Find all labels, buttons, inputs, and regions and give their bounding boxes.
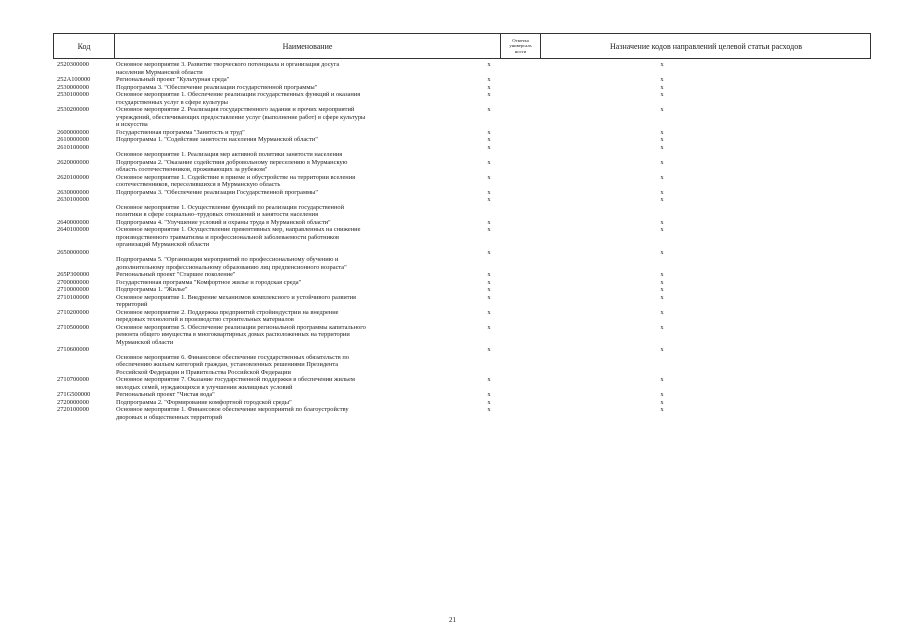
row-purpose-mark: x	[660, 286, 664, 293]
row-name: Региональный проект "Старшее поколение"	[116, 271, 236, 278]
row-code: 2610000000	[57, 136, 89, 143]
row-code: 265P300000	[57, 271, 90, 278]
row-name: Основное мероприятие 1. Финансовое обеспечение мероприятий по благоустройству дворовых и общественных территорий	[116, 406, 349, 421]
row-purpose-mark: x	[660, 308, 664, 316]
row-code	[53, 204, 116, 219]
row-purpose-mark: x	[660, 346, 664, 353]
row-relevance-mark: x	[487, 91, 491, 98]
row-name: Региональный проект "Чистая вода"	[116, 391, 215, 398]
row-relevance-mark: x	[487, 376, 491, 383]
table-row	[53, 391, 871, 399]
row-relevance-mark: x	[487, 218, 491, 226]
table-row	[53, 91, 871, 106]
table-row	[53, 151, 871, 159]
row-purpose-mark: x	[660, 136, 664, 143]
row-name: Основное мероприятие 2. Реализация государственного задания и прочих мероприятий учреждений, обеспечивающих предоставление услуг (выполнение работ) в сфере культуры и искусства	[116, 106, 366, 128]
table-row	[53, 144, 871, 152]
table-row	[53, 76, 871, 84]
table-row	[53, 61, 871, 76]
row-relevance-mark: x	[487, 61, 491, 68]
row-purpose-mark: x	[660, 76, 664, 83]
row-name: Основное мероприятие 1. Осуществление превентивных мер, направленных на снижение производственного травматизма и профессиональной заболеваемости работников организаций Мурманской области	[116, 226, 361, 248]
row-code: 2720100000	[57, 406, 89, 413]
row-name: Основное мероприятие 1. Реализация мер активной политики занятости населения	[116, 151, 343, 158]
column-header-relevance: Отметка универсаль ности	[509, 38, 532, 54]
table-row	[53, 271, 871, 279]
row-purpose-mark: x	[660, 398, 664, 406]
row-purpose-mark: x	[660, 376, 664, 383]
row-purpose-mark: x	[660, 83, 664, 91]
row-purpose-mark: x	[660, 391, 664, 398]
table-row	[53, 204, 871, 219]
row-code: 2530200000	[57, 106, 89, 113]
row-code: 2640000000	[57, 218, 89, 226]
row-purpose-mark: x	[660, 173, 664, 181]
row-code: 2640100000	[57, 226, 89, 233]
row-code: 2720000000	[57, 398, 89, 406]
row-code: 2530000000	[57, 83, 89, 91]
row-name: Подпрограмма 5. "Организация мероприятий по профессиональному обучению и дополнительному профессиональному образованию лиц предпенсионного возраста"	[116, 256, 347, 271]
row-code: 2600000000	[57, 128, 89, 136]
row-name: Региональный проект "Культурная среда"	[116, 76, 230, 83]
table-row	[53, 346, 871, 354]
row-code: 2630100000	[57, 196, 89, 203]
row-name: Основное мероприятие 3. Развитие творческого потенциала и организация досуга населения Мурманской области	[116, 61, 340, 76]
row-relevance-mark: x	[487, 196, 491, 203]
row-relevance-mark: x	[487, 158, 491, 166]
row-name: Основное мероприятие 5. Обеспечение реализации региональной программы капитального ремонта общего имущества в многоквартирных домах расположенных на территории Мурманской области	[116, 323, 366, 346]
row-relevance-mark: x	[487, 346, 491, 353]
row-code: 2710200000	[57, 308, 89, 316]
row-relevance-mark: x	[487, 83, 491, 91]
row-purpose-mark	[530, 354, 794, 377]
table-row	[53, 159, 871, 174]
row-relevance-mark: x	[487, 271, 491, 278]
row-code: 2650000000	[57, 248, 89, 256]
table-row	[53, 406, 871, 421]
row-code: 2620100000	[57, 173, 89, 181]
column-header-code: Код	[77, 41, 91, 51]
row-name	[116, 196, 448, 204]
row-relevance-mark: x	[487, 76, 491, 83]
row-name: Основное мероприятие 1. Содействие в приеме и обустройстве на территории вселения соотечественников, переселившихся в Мурманскую область	[116, 173, 356, 188]
row-purpose-mark: x	[660, 271, 664, 278]
row-code: 271G500000	[57, 391, 91, 398]
row-relevance-mark	[448, 204, 530, 219]
table-row	[53, 174, 871, 189]
row-relevance-mark: x	[487, 248, 491, 256]
row-name: Основное мероприятие 7. Оказание государственной поддержки в обеспечении жильем молодых семей, нуждающихся в улучшении жилищных условий	[116, 376, 355, 391]
row-name	[116, 346, 448, 354]
table-row	[53, 294, 871, 309]
row-name: Основное мероприятие 6. Финансовое обеспечение государственных обязательств по обеспечению жильем категорий граждан, установленных решениями Президента Российской Федерации и Правительства Российской Федерации	[116, 353, 350, 376]
row-name: Подпрограмма 2. "Формирование комфортной городской среды"	[116, 398, 292, 406]
row-purpose-mark: x	[660, 106, 664, 113]
row-name: Основное мероприятие 1. Осуществление функций по реализации государственной политики в сфере социально–трудовых отношений и занятости населения	[116, 203, 344, 218]
row-relevance-mark: x	[487, 106, 491, 113]
row-purpose-mark: x	[660, 188, 664, 196]
table-row	[53, 219, 871, 227]
row-name: Подпрограмма 1. "Жилье"	[116, 286, 188, 293]
row-purpose-mark: x	[660, 406, 664, 413]
row-relevance-mark	[448, 256, 530, 271]
row-purpose-mark: x	[660, 226, 664, 233]
row-purpose-mark: x	[660, 91, 664, 98]
row-name: Основное мероприятие 1. Внедрение механизмов комплексного и устойчивого развития территорий	[116, 293, 356, 308]
table-row	[53, 376, 871, 391]
row-relevance-mark: x	[487, 143, 491, 151]
table-row	[53, 286, 871, 294]
table-header	[53, 33, 871, 59]
table-row	[53, 324, 871, 347]
row-name	[116, 249, 448, 257]
table-row	[53, 256, 871, 271]
row-purpose-mark: x	[660, 323, 664, 331]
row-purpose-mark	[530, 204, 794, 219]
row-relevance-mark: x	[487, 226, 491, 233]
row-name: Подпрограмма 2. "Оказание содействия добровольному переселению в Мурманскую область соотечественников, проживающих за рубежом"	[116, 158, 348, 173]
table-row	[53, 129, 871, 137]
row-code	[53, 354, 116, 377]
row-name: Основное мероприятие 1. Обеспечение реализации государственных функций и оказания государственных услуг в сфере культуры	[116, 91, 361, 106]
row-purpose-mark: x	[660, 143, 664, 151]
row-code	[53, 151, 116, 159]
row-name	[116, 144, 448, 152]
table-row	[53, 354, 871, 377]
row-relevance-mark: x	[487, 286, 491, 293]
row-code: 2710000000	[57, 286, 89, 293]
row-code: 2610100000	[57, 143, 89, 151]
row-name: Подпрограмма 1. "Содействие занятости населения Мурманской области"	[116, 136, 318, 143]
page-number: 21	[449, 616, 456, 624]
table-row	[53, 196, 871, 204]
table-body	[53, 61, 871, 421]
row-relevance-mark: x	[487, 323, 491, 331]
row-relevance-mark: x	[487, 293, 491, 301]
row-purpose-mark: x	[660, 196, 664, 203]
row-code: 2710700000	[57, 376, 89, 383]
row-name: Подпрограмма 3. "Обеспечение реализации государственной программы"	[116, 83, 318, 91]
row-name: Государственная программа "Занятость и труд"	[116, 128, 245, 136]
row-code: 2530100000	[57, 91, 89, 98]
row-code: 2700000000	[57, 278, 89, 286]
row-purpose-mark: x	[660, 248, 664, 256]
row-relevance-mark: x	[487, 398, 491, 406]
row-name: Подпрограмма 3. "Обеспечение реализации Государственной программы"	[116, 188, 318, 196]
row-code: 2630000000	[57, 188, 89, 196]
column-header-name: Наименование	[282, 41, 333, 51]
row-relevance-mark	[448, 151, 530, 159]
row-name: Подпрограмма 4. "Улучшение условий и охраны труда в Мурманской области"	[116, 218, 331, 226]
column-header-purpose: Назначение кодов направлений целевой статьи расходов	[609, 41, 802, 51]
row-code: 2620000000	[57, 158, 89, 166]
row-relevance-mark: x	[487, 128, 491, 136]
row-code: 2520300000	[57, 61, 89, 68]
row-code: 2710500000	[57, 323, 89, 331]
row-purpose-mark	[530, 256, 794, 271]
row-code: 252A100000	[57, 76, 91, 83]
row-relevance-mark	[448, 354, 530, 377]
row-code	[53, 256, 116, 271]
row-code: 2710100000	[57, 293, 89, 301]
table-row	[53, 399, 871, 407]
row-purpose-mark: x	[660, 158, 664, 166]
table-row	[53, 249, 871, 257]
row-purpose-mark	[530, 151, 794, 159]
row-relevance-mark: x	[487, 173, 491, 181]
row-purpose-mark: x	[660, 61, 664, 68]
table-row	[53, 309, 871, 324]
row-relevance-mark: x	[487, 188, 491, 196]
table-row	[53, 84, 871, 92]
row-relevance-mark: x	[487, 406, 491, 413]
row-purpose-mark: x	[660, 128, 664, 136]
row-purpose-mark: x	[660, 218, 664, 226]
table-row	[53, 106, 871, 129]
row-name: Государственная программа "Комфортное жилье и городская среда"	[116, 278, 302, 286]
row-relevance-mark: x	[487, 136, 491, 143]
table-row	[53, 279, 871, 287]
row-code: 2710600000	[57, 346, 89, 353]
table-row	[53, 189, 871, 197]
row-name: Основное мероприятие 2. Поддержка предприятий стройиндустрии на внедрение передовых технологий и производство строительных материалов	[116, 308, 339, 323]
row-purpose-mark: x	[660, 278, 664, 286]
row-relevance-mark: x	[487, 391, 491, 398]
row-relevance-mark: x	[487, 278, 491, 286]
table-row	[53, 226, 871, 249]
row-relevance-mark: x	[487, 308, 491, 316]
row-purpose-mark: x	[660, 293, 664, 301]
table-row	[53, 136, 871, 144]
